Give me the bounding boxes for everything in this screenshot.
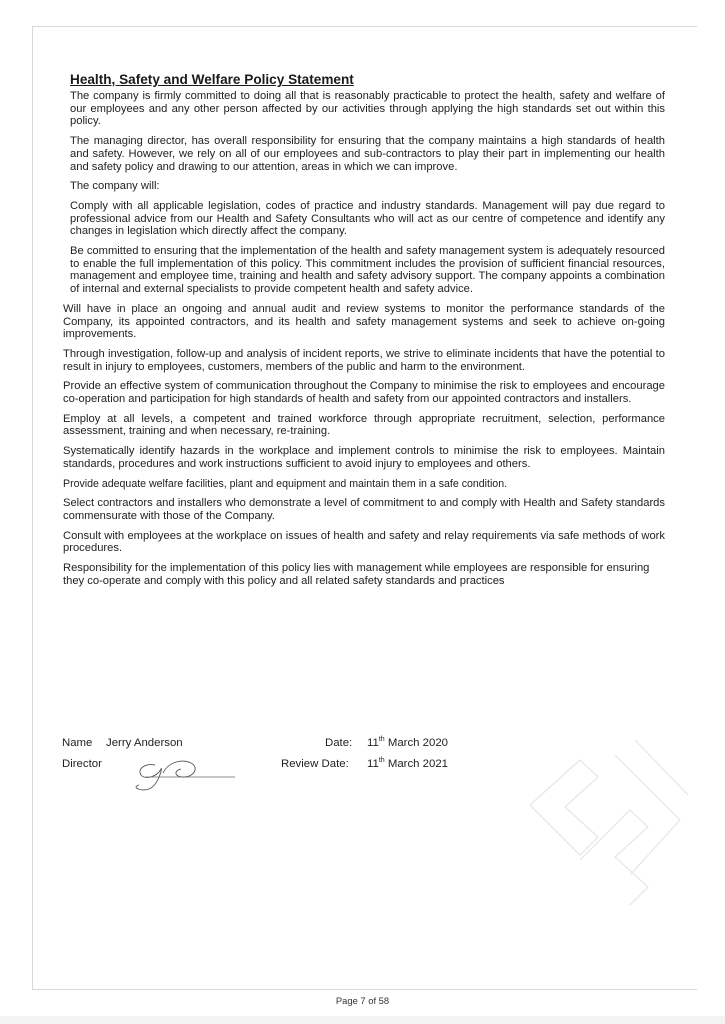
signature-icon bbox=[125, 755, 240, 795]
policy-heading: Health, Safety and Welfare Policy Statement bbox=[70, 72, 354, 87]
role-label: Director bbox=[62, 758, 102, 770]
paragraph: Will have in place an ongoing and annual audit and review systems to monitor the performance standards of the Company, its appointed contractors, and its health and safety management systems and seek to achieve on-going improvements. bbox=[63, 302, 665, 341]
paragraph: Responsibility for the implementation of this policy lies with management while employees are responsible for ensuring they co-operate and comply with this policy and all related safety standards and practices bbox=[63, 562, 650, 587]
name-value: Jerry Anderson bbox=[106, 737, 183, 749]
review-date-value: 11th March 2021 bbox=[367, 757, 448, 770]
paragraph: Employ at all levels, a competent and trained workforce through appropriate recruitment, selection, performance assessment, training and when necessary, re-training. bbox=[63, 412, 665, 438]
paragraph: Select contractors and installers who demonstrate a level of commitment to and comply with Health and Safety standards commensurate with those of the Company. bbox=[63, 497, 665, 522]
page-number: Page 7 of 58 bbox=[335, 995, 390, 1006]
paragraph: The company will: bbox=[70, 180, 160, 193]
paragraph: The company is firmly committed to doing all that is reasonably practicable to protect the health, safety and welfare of our employees and any other person affected by our activities through applying the high standards set out within this policy. bbox=[70, 90, 665, 128]
policy-content bbox=[63, 72, 665, 595]
watermark-logo-icon bbox=[520, 735, 690, 925]
paragraph: Consult with employees at the workplace on issues of health and safety and relay requirements via safe methods of work procedures. bbox=[63, 529, 665, 555]
paragraph: Through investigation, follow-up and analysis of incident reports, we strive to eliminate incidents that have the potential to result in injury to employees, customers, members of the public and harm to the environment. bbox=[63, 347, 665, 373]
bottom-strip bbox=[0, 1016, 725, 1024]
name-label: Name bbox=[62, 737, 93, 749]
paragraph: Comply with all applicable legislation, codes of practice and industry standards. Management will pay due regard to professional advice from our Health and Safety Consultants who will act as our centre of competence and identify any changes in legislation which directly affect the company. bbox=[70, 199, 665, 238]
paragraph: Provide an effective system of communication throughout the Company to minimise the risk to employees and encourage co-operation and participation for high standards of health and safety from our appointed contractors and installers. bbox=[63, 380, 665, 406]
date-value: 11th March 2020 bbox=[367, 736, 448, 749]
paragraph: Provide adequate welfare facilities, plant and equipment and maintain them in a safe condition. bbox=[63, 477, 508, 490]
paragraph: The managing director, has overall responsibility for ensuring that the company maintains a high standards of health and safety. However, we rely on all of our employees and sub-contractors to play their part in implementing our health and safety policy and drawing to our attention, areas in which we can improve. bbox=[70, 135, 665, 173]
date-label: Date: bbox=[325, 737, 353, 749]
review-date-label: Review Date: bbox=[281, 758, 349, 770]
paragraph: Systematically identify hazards in the workplace and implement controls to minimise the risk to employees. Maintain standards, procedures and work instructions sufficient to avoid injury to employees and others. bbox=[63, 445, 665, 470]
paragraph: Be committed to ensuring that the implementation of the health and safety management system is adequately resourced to enable the full implementation of this policy. This commitment includes the provision of sufficient financial resources, management and employee time, training and health and safety advisory support. The company appoints a combination of internal and external specialists to provide competent health and safety advice. bbox=[70, 245, 665, 296]
